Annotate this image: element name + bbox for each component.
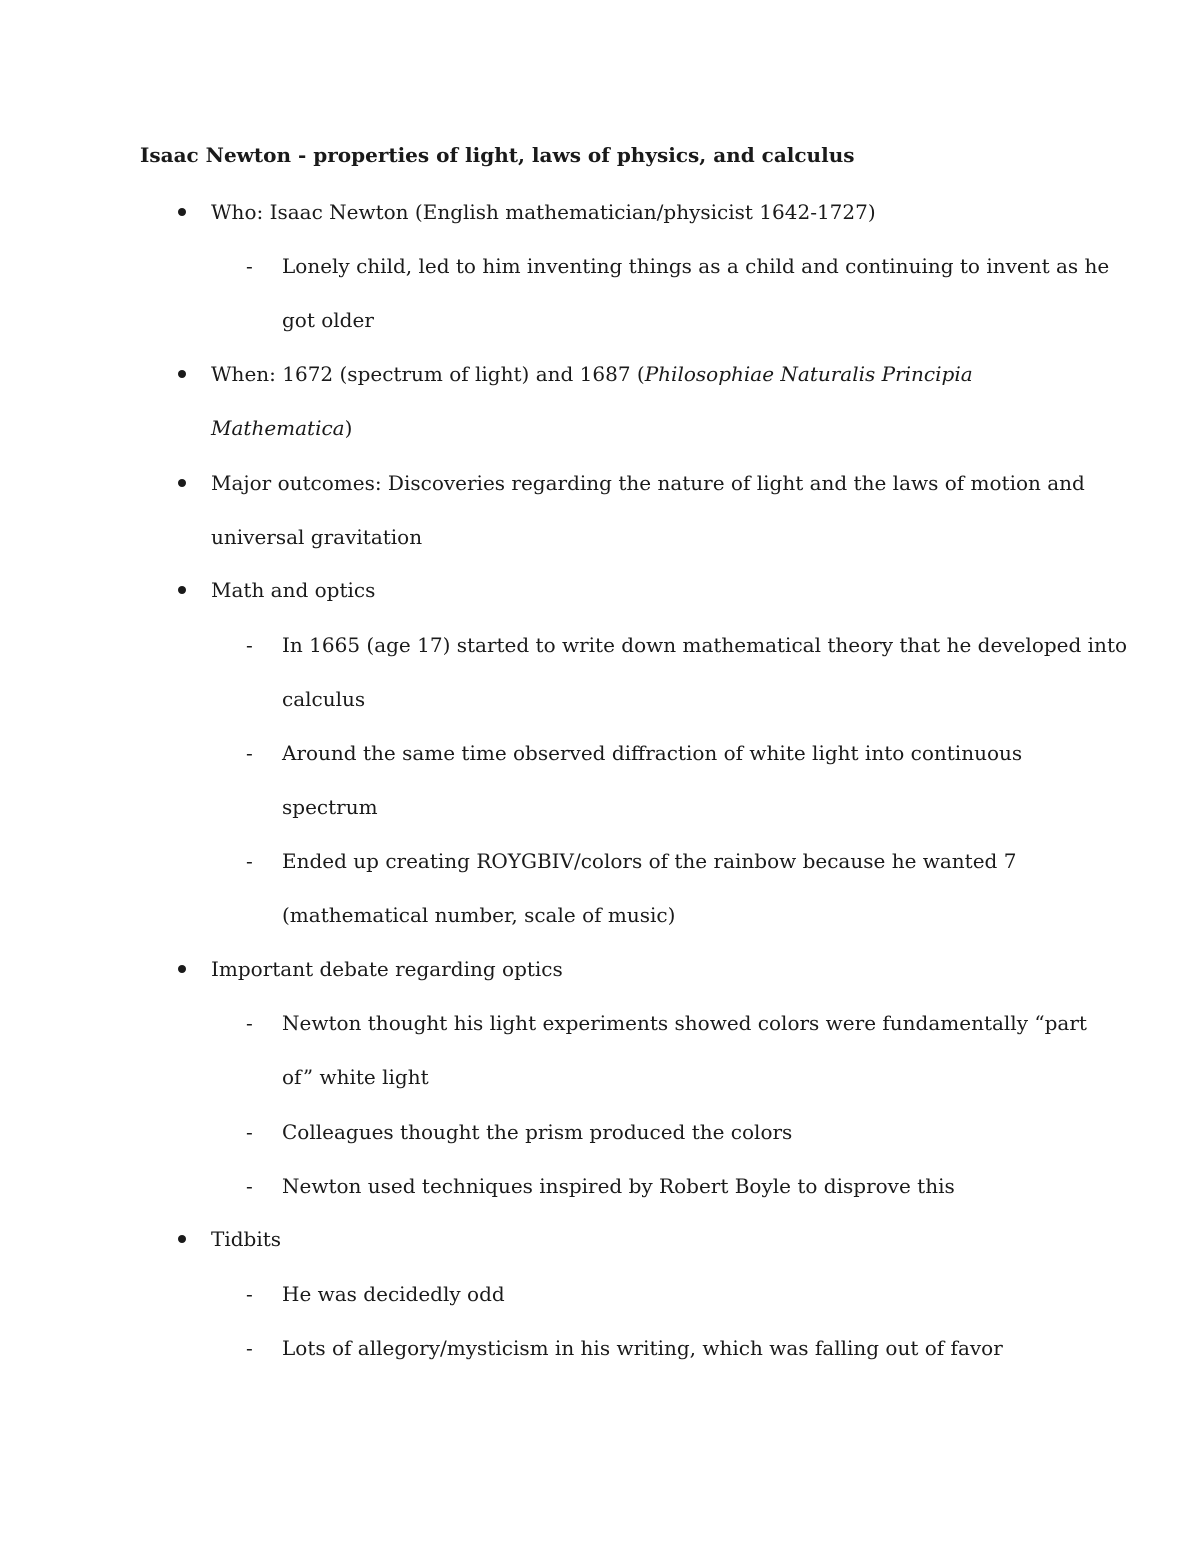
when-italic-title-part1: Philosophiae Naturalis Principia [644, 362, 973, 386]
bullet-icon [176, 1225, 188, 1253]
math-sub1-line1: In 1665 (age 17) started to write down mathematical theory that he developed into [282, 633, 1128, 657]
dash-marker: - [246, 1120, 253, 1144]
dash-marker: - [246, 1011, 253, 1035]
tidbits-label: Tidbits [211, 1227, 282, 1251]
tidbits-sub1: He was decidedly odd [282, 1282, 505, 1306]
who-line: Who: Isaac Newton (English mathematician/physicist 1642-1727) [211, 200, 876, 224]
bullet-icon [176, 360, 188, 388]
math-optics-label: Math and optics [211, 578, 376, 602]
math-sub2-line2: spectrum [282, 795, 378, 819]
when-prefix: When: 1672 (spectrum of light) and 1687 ( [211, 362, 645, 386]
debate-sub1-line1: Newton thought his light experiments showed colors were fundamentally “part [282, 1011, 1087, 1035]
outcomes-line2: universal gravitation [211, 525, 423, 549]
dash-marker: - [246, 1174, 253, 1198]
dash-marker: - [246, 254, 253, 278]
dash-marker: - [246, 633, 253, 657]
debate-sub3: Newton used techniques inspired by Robert Boyle to disprove this [282, 1174, 955, 1198]
when-line2 [211, 414, 352, 442]
when-italic-title-part2: Mathematica [211, 416, 345, 440]
dash-marker: - [246, 849, 253, 873]
who-sub-line2: got older [282, 308, 374, 332]
outcomes-line1: Major outcomes: Discoveries regarding the nature of light and the laws of motion and [211, 471, 1085, 495]
bullet-icon [176, 198, 188, 226]
math-sub3-line2: (mathematical number, scale of music) [282, 903, 676, 927]
when-line [211, 360, 973, 388]
who-sub-line1: Lonely child, led to him inventing things as a child and continuing to invent as he [282, 254, 1110, 278]
math-sub2-line1: Around the same time observed diffraction of white light into continuous [282, 741, 1023, 765]
debate-label: Important debate regarding optics [211, 957, 563, 981]
bullet-icon [176, 576, 188, 604]
math-sub1-line2: calculus [282, 687, 366, 711]
bullet-icon [176, 955, 188, 983]
math-sub3-line1: Ended up creating ROYGBIV/colors of the rainbow because he wanted 7 [282, 849, 1017, 873]
debate-sub1-line2: of” white light [282, 1065, 429, 1089]
bullet-icon [176, 469, 188, 497]
debate-sub2: Colleagues thought the prism produced the colors [282, 1120, 793, 1144]
when-suffix: ) [344, 416, 353, 440]
document-title: Isaac Newton - properties of light, laws of physics, and calculus [140, 143, 855, 167]
dash-marker: - [246, 1336, 253, 1360]
tidbits-sub2: Lots of allegory/mysticism in his writing, which was falling out of favor [282, 1336, 1003, 1360]
dash-marker: - [246, 1282, 253, 1306]
dash-marker: - [246, 741, 253, 765]
